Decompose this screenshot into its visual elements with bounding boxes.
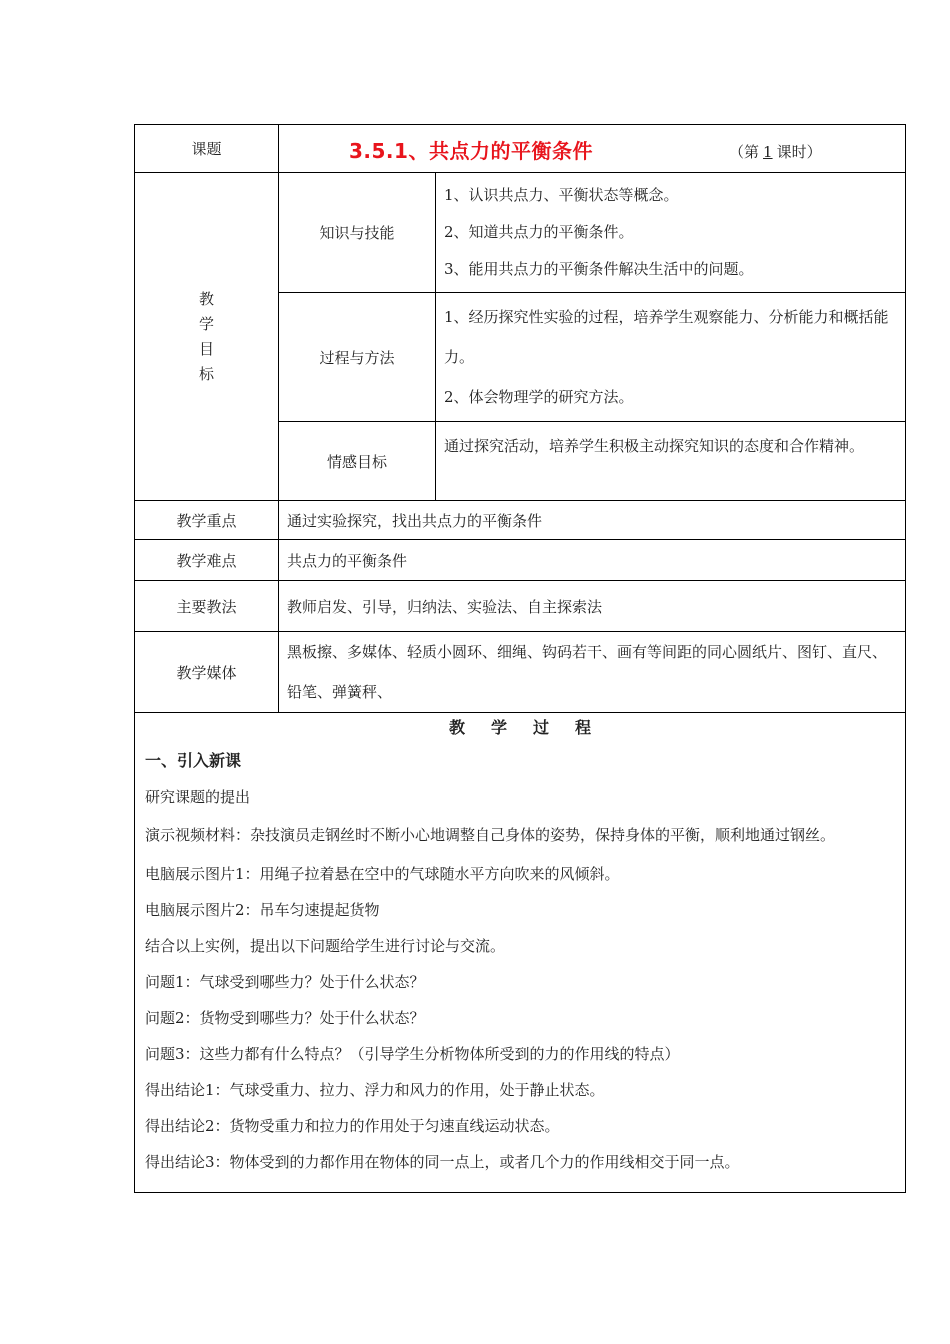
method-row — [135, 581, 906, 632]
objective-item: 1、认识共点力、平衡状态等概念。 — [444, 186, 679, 204]
process-row — [135, 713, 906, 1193]
process-line: 结合以上实例，提出以下问题给学生进行讨论与交流。 — [145, 937, 506, 955]
class-period — [729, 141, 822, 162]
key-point-row — [135, 501, 906, 540]
objective-item: 2、知道共点力的平衡条件。 — [444, 223, 634, 241]
lesson-plan-table — [134, 124, 906, 1193]
media-row — [135, 632, 906, 713]
objective-item: 1、经历探究性实验的过程，培养学生观察能力、分析能力和概括能力。 — [444, 308, 889, 366]
difficulty-row — [135, 540, 906, 581]
process-line: 得出结论3：物体受到的力都作用在物体的同一点上，或者几个力的作用线相交于同一点。 — [145, 1153, 740, 1171]
process-line: 演示视频材料：杂技演员走钢丝时不断小心地调整自己身体的姿势，保持身体的平衡，顺利地通过钢丝。 — [145, 826, 836, 844]
objectives-label-char: 目 — [198, 339, 214, 358]
objective-items — [436, 173, 906, 293]
row-label: 教学媒体 — [135, 632, 279, 713]
process-line: 电脑展示图片1：用绳子拉着悬在空中的气球随水平方向吹来的风倾斜。 — [145, 865, 620, 883]
period-prefix: （第 — [729, 143, 760, 161]
objective-group-name: 情感目标 — [279, 422, 436, 501]
process-line: 得出结论2：货物受重力和拉力的作用处于匀速直线运动状态。 — [145, 1117, 560, 1135]
row-value: 通过实验探究，找出共点力的平衡条件 — [279, 501, 906, 540]
objective-row-knowledge — [135, 173, 906, 293]
topic-label: 课题 — [135, 125, 279, 173]
process-heading: 教学过程 — [448, 718, 617, 737]
objective-item: 3、能用共点力的平衡条件解决生活中的问题。 — [444, 260, 754, 278]
lesson-plan-sheet — [134, 124, 905, 1193]
header-row — [135, 125, 906, 173]
objective-group-name: 知识与技能 — [279, 173, 436, 293]
objectives-label-char: 标 — [198, 364, 214, 383]
objective-items — [436, 293, 906, 422]
row-label: 主要教法 — [135, 581, 279, 632]
row-value: 教师启发、引导，归纳法、实验法、自主探索法 — [279, 581, 906, 632]
period-number: 1 — [763, 143, 773, 161]
objective-item: 通过探究活动，培养学生积极主动探究知识的态度和合作精神。 — [444, 437, 865, 455]
row-value: 共点力的平衡条件 — [279, 540, 906, 581]
row-label: 教学重点 — [135, 501, 279, 540]
objective-items — [436, 422, 906, 501]
objectives-label-cell — [135, 173, 279, 501]
objectives-label-char: 教 — [198, 289, 214, 308]
period-suffix: 课时） — [776, 143, 822, 161]
objective-group-name: 过程与方法 — [279, 293, 436, 422]
lesson-title: 3.5.1、共点力的平衡条件 — [349, 139, 593, 163]
process-line: 研究课题的提出 — [145, 788, 251, 806]
row-value: 黑板擦、多媒体、轻质小圆环、细绳、钩码若干、画有等间距的同心圆纸片、图钉、直尺、铅笔、弹簧秤、 — [279, 632, 906, 713]
process-line: 问题3：这些力都有什么特点？（引导学生分析物体所受到的力的作用线的特点） — [145, 1045, 680, 1063]
objectives-label-char: 学 — [198, 314, 214, 333]
process-line: 问题1：气球受到哪些力？处于什么状态？ — [145, 973, 425, 991]
row-label: 教学难点 — [135, 540, 279, 581]
process-cell — [135, 713, 906, 1193]
process-line: 得出结论1：气球受重力、拉力、浮力和风力的作用，处于静止状态。 — [145, 1081, 605, 1099]
title-cell — [279, 125, 906, 173]
objectives-label — [135, 287, 278, 387]
process-line: 电脑展示图片2：吊车匀速提起货物 — [145, 901, 380, 919]
section-heading: 一、引入新课 — [145, 751, 242, 770]
process-line: 问题2：货物受到哪些力？处于什么状态？ — [145, 1009, 425, 1027]
objective-item: 2、体会物理学的研究方法。 — [444, 388, 634, 406]
